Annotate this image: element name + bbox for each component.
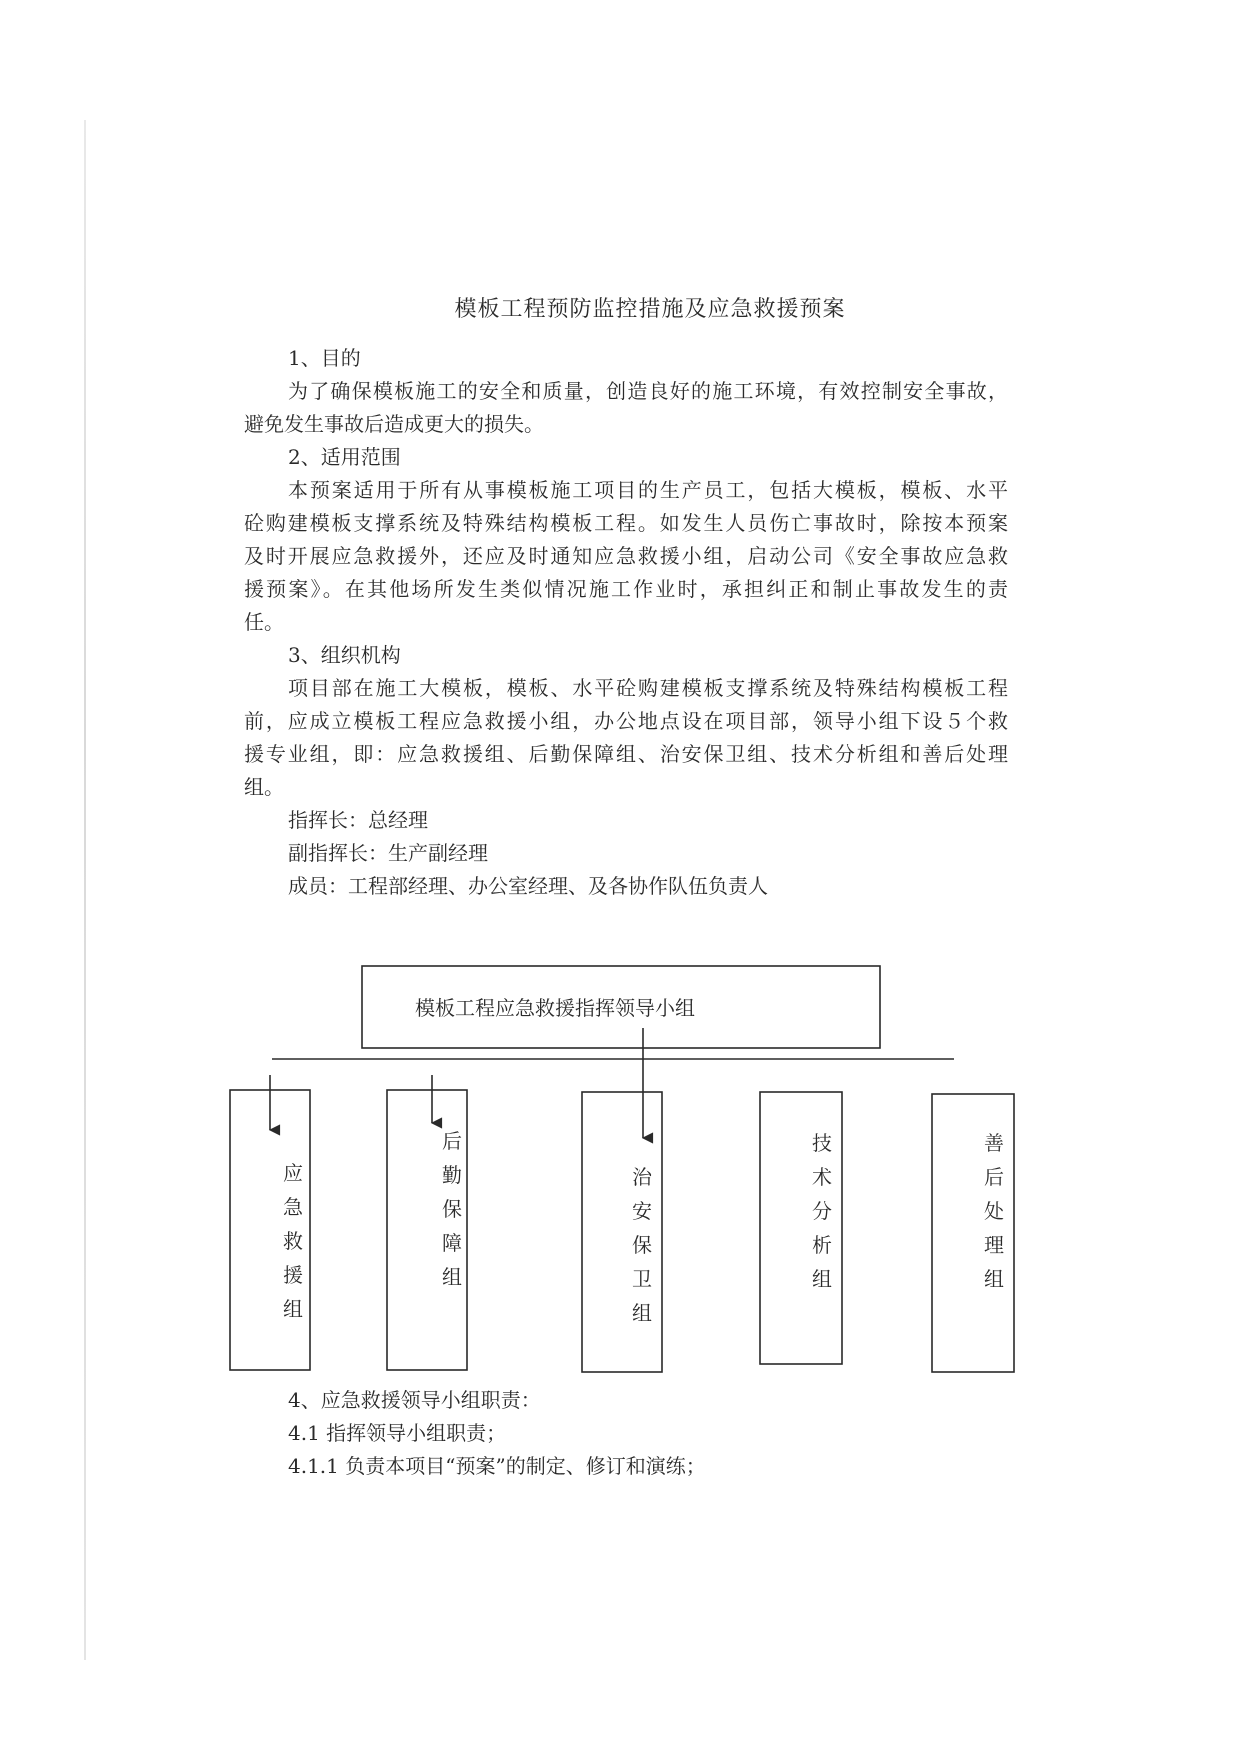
section-3-line-4: 组。 — [244, 775, 284, 799]
members-line: 成员：工程部经理、办公室经理、及各协作队伍负责人 — [288, 874, 768, 898]
section-4-heading: 4、应急救援领导小组职责： — [288, 1388, 541, 1412]
org-root-label: 模板工程应急救援指挥领导小组 — [415, 996, 695, 1020]
section-4-1-1-line: 4.1.1 负责本项目“预案”的制定、修订和演练； — [288, 1454, 706, 1478]
section-3-line-1: 项目部在施工大模板，模板、水平砼购建模板支撑系统及特殊结构模板工程 — [288, 676, 1008, 700]
document-title: 模板工程预防监控措施及应急救援预案 — [454, 297, 846, 322]
section-2-line-1: 本预案适用于所有从事模板施工项目的生产员工，包括大模板，模板、水平 — [288, 478, 1008, 502]
section-4-1-line: 4.1 指挥领导小组职责； — [288, 1421, 507, 1445]
commander-line: 指挥长：总经理 — [288, 808, 428, 832]
section-2-heading: 2、适用范围 — [288, 445, 401, 469]
section-3-heading: 3、组织机构 — [288, 643, 401, 667]
section-1-line-2: 避免发生事故后造成更大的损失。 — [244, 412, 544, 436]
org-group-label-1: 应急救援组 — [283, 1161, 303, 1321]
org-group-label-4: 技术分析组 — [812, 1131, 832, 1291]
org-group-label-2: 后勤保障组 — [442, 1129, 462, 1289]
section-1-heading: 1、目的 — [288, 346, 361, 370]
vice-commander-line: 副指挥长：生产副经理 — [288, 841, 488, 865]
section-2-line-5: 任。 — [244, 610, 284, 634]
section-3-line-3: 援专业组，即：应急救援组、后勤保障组、治安保卫组、技术分析组和善后处理 — [244, 742, 1008, 766]
org-group-boxes — [230, 1090, 1014, 1372]
org-group-label-5: 善后处理组 — [984, 1131, 1004, 1291]
section-2-line-3: 及时开展应急救援外，还应及时通知应急救援小组，启动公司《安全事故应急救 — [244, 544, 1008, 568]
section-2-line-4: 援预案》。在其他场所发生类似情况施工作业时，承担纠正和制止事故发生的责 — [244, 577, 1008, 601]
section-2-line-2: 砼购建模板支撑系统及特殊结构模板工程。如发生人员伤亡事故时，除按本预案 — [244, 511, 1008, 535]
org-group-box-3 — [582, 1092, 662, 1372]
section-3-line-2: 前，应成立模板工程应急救援小组，办公地点设在项目部，领导小组下设５个救 — [244, 709, 1008, 733]
org-group-label-3: 治安保卫组 — [632, 1165, 652, 1325]
section-1-line-1: 为了确保模板施工的安全和质量，创造良好的施工环境，有效控制安全事故， — [288, 379, 1008, 403]
